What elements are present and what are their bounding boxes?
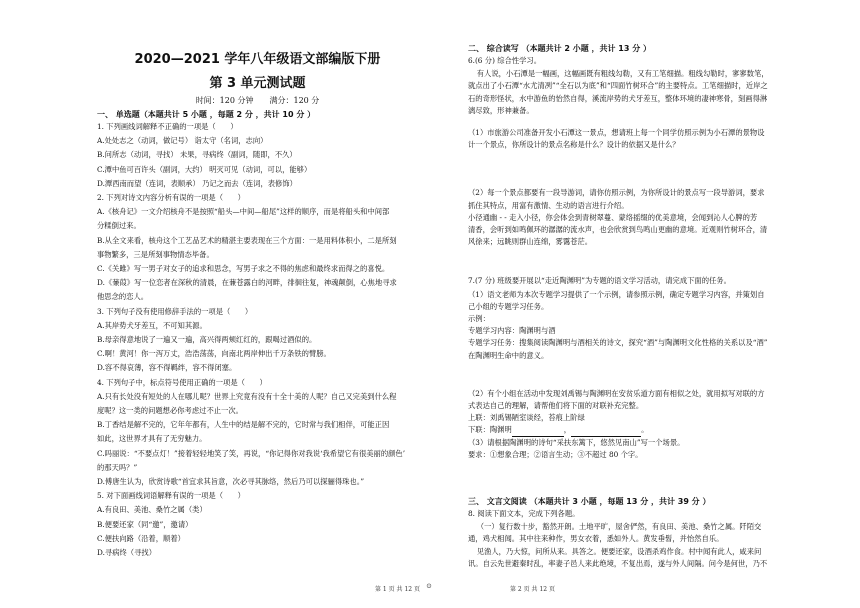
- q4-option-b-2: 如此，这世界才具有了无穷魅力。: [97, 434, 207, 444]
- q1-stem: 1. 下列画线词解释不正确的一项是（ ）: [97, 122, 238, 131]
- exam-title: 2020—2021 学年八年级语文部编版下册: [134, 52, 381, 67]
- q1-option-c: C.潭中鱼可百许头（副词，大约） 明灭可见（动词，可以，能够）: [97, 164, 312, 174]
- q8-passage-line: （一）复行数十步，豁然开朗。土地平旷，屋舍俨然，有良田、美池、桑竹之属。阡陌交: [476, 522, 762, 532]
- q2-option-b-2: 事物繁多，三是所刻事物情态毕备。: [97, 249, 214, 259]
- q2-option-a-1: A.《核舟记》一文介绍核舟不是按照“船头—中间—船尾”这样的顺序，而是将船头和中间部: [97, 207, 390, 217]
- q7-sub2-line: （2）有个小组在活动中发现刘禹锡与陶渊明在安贫乐道方面有相似之处，就用拟写对联的方: [468, 388, 765, 398]
- q4-option-c-2: 的那天吗？”: [97, 462, 138, 472]
- q6-sub2-answer-space[interactable]: [468, 248, 826, 274]
- q7-sub3-answer-space[interactable]: [468, 461, 826, 487]
- q6-sub1: [468, 127, 826, 151]
- q7-sub2-line: 式表达自己的理解，请帮他们将下面的对联补充完整。: [468, 401, 644, 411]
- q7-requirement: 要求：①想象合理；②语言生动；③不超过 80 个字。: [468, 449, 643, 459]
- q6-sub2-line: （2）每一个景点都要有一段导游词，请你仿照示例，为你所设计的景点写一段导游词，要求: [468, 188, 765, 198]
- q2-option-b-1: B.从全文来看，核舟这个工艺品艺术的精湛主要表现在三个方面：一是用料体积小，二是所刻: [97, 235, 397, 245]
- right-page: [430, 0, 860, 608]
- q5-option-a: A.有良田、美池、桑竹之属（类）: [97, 505, 207, 515]
- q7-sub1-answer-space[interactable]: [468, 362, 826, 388]
- q6-sub2-line: 清香，会听到如鸣佩环的潺潺的流水声，也会欣赏到鸟鸣山更幽的意境。近观则竹树环合，清: [468, 225, 768, 235]
- page-divider-icon: ⊙: [426, 582, 432, 590]
- q6-passage: [468, 68, 826, 117]
- q3-option-b: B.母亲得意地说了一遍又一遍，高兴得两颊红红的，跟喝过酒似的。: [97, 335, 317, 345]
- section-3-heading: 三、 文言文阅读 （本题共计 3 小题 ，每题 13 分 ，共计 39 分 ）: [468, 497, 711, 507]
- q7-sub1: [468, 289, 826, 362]
- q8-passage: [468, 521, 826, 570]
- q4-option-b-1: B.丁香结是解不完的，它年年都有，人生中的结是解不完的，它时常与我们相伴，可能正因: [97, 420, 390, 430]
- q8-passage-line: 通，鸡犬相闻。其中往来种作，男女衣着，悉如外人。黄发垂髫，并怡然自乐。: [468, 534, 724, 544]
- q5-option-c: C.便扶向路（沿着，顺着）: [97, 533, 185, 543]
- q6-sub1-answer-space[interactable]: [468, 151, 826, 177]
- q1-option-d: D.潭西南而望（连词，表顺承） 乃记之而去（连词，表修饰）: [97, 178, 297, 188]
- q4-option-c-1: C.吗丽说：“不要点灯！”接着轻轻地笑了笑，再说，“你记得你对我说‘我希望它有很美丽的颜色’: [97, 448, 406, 458]
- q8-stem: 8. 阅读下面文本，完成下列各题。: [468, 509, 580, 519]
- q2-option-c: C.《关雎》写一男子对女子的追求和思念，写男子求之不得的焦虑和最终求而得之的喜悦。: [97, 264, 390, 274]
- left-column: [97, 0, 418, 560]
- page-number-left: 第 1 页 共 12 页: [375, 586, 420, 593]
- q7-stem: 7.(7 分) 班级要开展以“走近陶渊明”为专题的语文学习活动，请完成下面的任务。: [468, 276, 731, 286]
- q5-option-b: B.便要还家（同“邀”，邀请）: [97, 519, 193, 529]
- q1-option-b: B.问所志（动词，寻找） 未果，寻病终（副词，随即，不久）: [97, 150, 297, 160]
- q5-option-d: D.寻病终（寻找）: [97, 548, 156, 558]
- q4-option-a-1: A.只有长处没有短处的人在哪儿呢？世界上究竟有没有十全十美的人呢？自己又完美到什么程: [97, 391, 397, 401]
- q5-stem: 5. 对下面画线词语解释有误的一项是（ ）: [97, 491, 245, 501]
- q6-sub1-line: 计一个景点，你所设计的景点名称是什么？设计的依据又是什么？: [468, 140, 680, 150]
- q1-option-a: A.处处志之（动词，做记号） 诣太守（名词，志向）: [97, 136, 268, 146]
- q4-stem: 4. 下列句子中，标点符号使用正确的一项是（ ）: [97, 377, 267, 387]
- q7-sub1-line: 专题学习任务：搜集阅读陶渊明与酒相关的诗文，探究“酒”与陶渊明文化性格的关系以及“酒”: [468, 338, 768, 348]
- page-number-right: 第 2 页 共 12 页: [510, 586, 555, 593]
- q3-option-c: C.啊！黄河！你一泻万丈，浩浩荡荡，向南北两岸伸出千万条铁的臂膀。: [97, 349, 331, 359]
- q6-stem: 6.(6 分) 综合性学习。: [468, 56, 542, 65]
- q6-passage-line: 石的奇形怪状，水中游鱼的怡然自得，溪流岸势的犬牙差互，整体环境的凄神寒骨，刻画得淋: [468, 93, 768, 103]
- couplet-lower: [468, 424, 826, 436]
- time-score: 时间：120 分钟 满分：120 分: [195, 96, 320, 105]
- couplet-upper: 上联：刘禹锡陋室谈经，苔痕上阶绿: [468, 413, 585, 423]
- q8-passage-line: 见渔人，乃大惊，问所从来。具答之。便要还家，设酒杀鸡作食。村中闻有此人，咸来问: [476, 546, 762, 556]
- q7-sub1-line: （1）语文老师为本次专题学习提供了一个示例，请参照示例，确定专题学习内容，并策划自: [468, 289, 765, 299]
- q2-option-d-2: 他思念的恋人。: [97, 292, 149, 302]
- couplet-lower-label: 下联：陶渊明: [468, 425, 512, 435]
- q7-sub1-line: 示例：: [468, 314, 490, 324]
- q2-option-a-2: 分糅倒过来。: [97, 221, 141, 231]
- q4-option-d: D.傅唐生认为，欣赏诗歌“首宜求其旨意，次必寻其脉络，然后乃可以探骊得珠也。”: [97, 477, 365, 487]
- q6-sub2: [468, 187, 826, 248]
- q3-option-a: A.其岸势犬牙差互，不可知其源。: [97, 320, 207, 330]
- q2-stem: 2. 下列对诗文内容分析有误的一项是（ ）: [97, 193, 245, 203]
- section-2-heading: 二、 综合读写 （本题共计 2 小题 ，共计 13 分 ）: [468, 44, 651, 53]
- unit-title: 第 3 单元测试题: [209, 76, 306, 91]
- q6-sub2-line: 抓住其特点，用富有激情、生动的语言进行介绍。: [468, 200, 629, 210]
- couplet-blank-1[interactable]: [512, 429, 564, 437]
- q4-option-a-2: 度呢？这一类的问题想必你考虑过不止一次。: [97, 406, 243, 416]
- q7-sub2: [468, 388, 826, 461]
- section-1-heading: 一、 单选题（本题共计 5 小题 ，每题 2 分 ，共计 10 分 ）: [97, 110, 316, 119]
- q7-sub1-line: 在陶渊明生命中的意义。: [468, 350, 549, 360]
- q7-sub3: （3）请根据陶渊明的诗句“采扶东篱下，悠然见南山”写一个场景。: [468, 437, 685, 447]
- q6-sub2-line: 风徐来；远眺则群山连绵，雾霭苍茫。: [468, 237, 593, 247]
- q6-passage-line: 有人说，小石潭是一幅画，这幅画既有粗线勾勒，又有工笔细描。粗线勾勒时，寥寥数笔，: [476, 69, 769, 79]
- couplet-end: 。: [641, 425, 649, 435]
- q6-sub2-line: 小径通幽 - - 走入小径，你会体会到青树翠蔓、蒙络摇缀的优美意境，会闻到沁人心脾的芳: [468, 212, 758, 222]
- q6-passage-line: 漓尽致，形神兼备。: [468, 105, 534, 115]
- right-column: [468, 40, 826, 570]
- q8-passage-line: 讯。自云先世避秦时乱，率妻子邑人来此绝境，不复出焉，遂与外人间隔。问今是何世，乃不: [468, 558, 768, 568]
- couplet-separator: ，: [563, 425, 572, 435]
- q7-sub1-line: 专题学习内容：陶渊明与酒: [468, 326, 556, 336]
- couplet-blank-2[interactable]: [571, 429, 641, 437]
- q3-stem: 3. 下列句子没有使用修辞手法的一项是（ ）: [97, 306, 253, 316]
- q2-option-d-1: D.《蒹葭》写一位恋者在深秋的清晨，在蒹苍露白的河畔，徘徊往复，神魂颠倒，心焦地寻求: [97, 278, 397, 288]
- q6-passage-line: 就点出了小石潭“水尤清冽”“全石以为底”和“四面竹树环合”的主要特点。工笔细描时，近岸之: [468, 81, 768, 91]
- q6-sub1-line: （1）市旅游公司准备开发小石潭这一景点，想请班上每一个同学仿照示例为小石潭的景物设: [468, 128, 765, 138]
- q7-sub1-line: 己小组的专题学习任务。: [468, 301, 549, 311]
- q3-option-d: D.容不得哀薄，容不得羁绊，容不得闭塞。: [97, 363, 237, 373]
